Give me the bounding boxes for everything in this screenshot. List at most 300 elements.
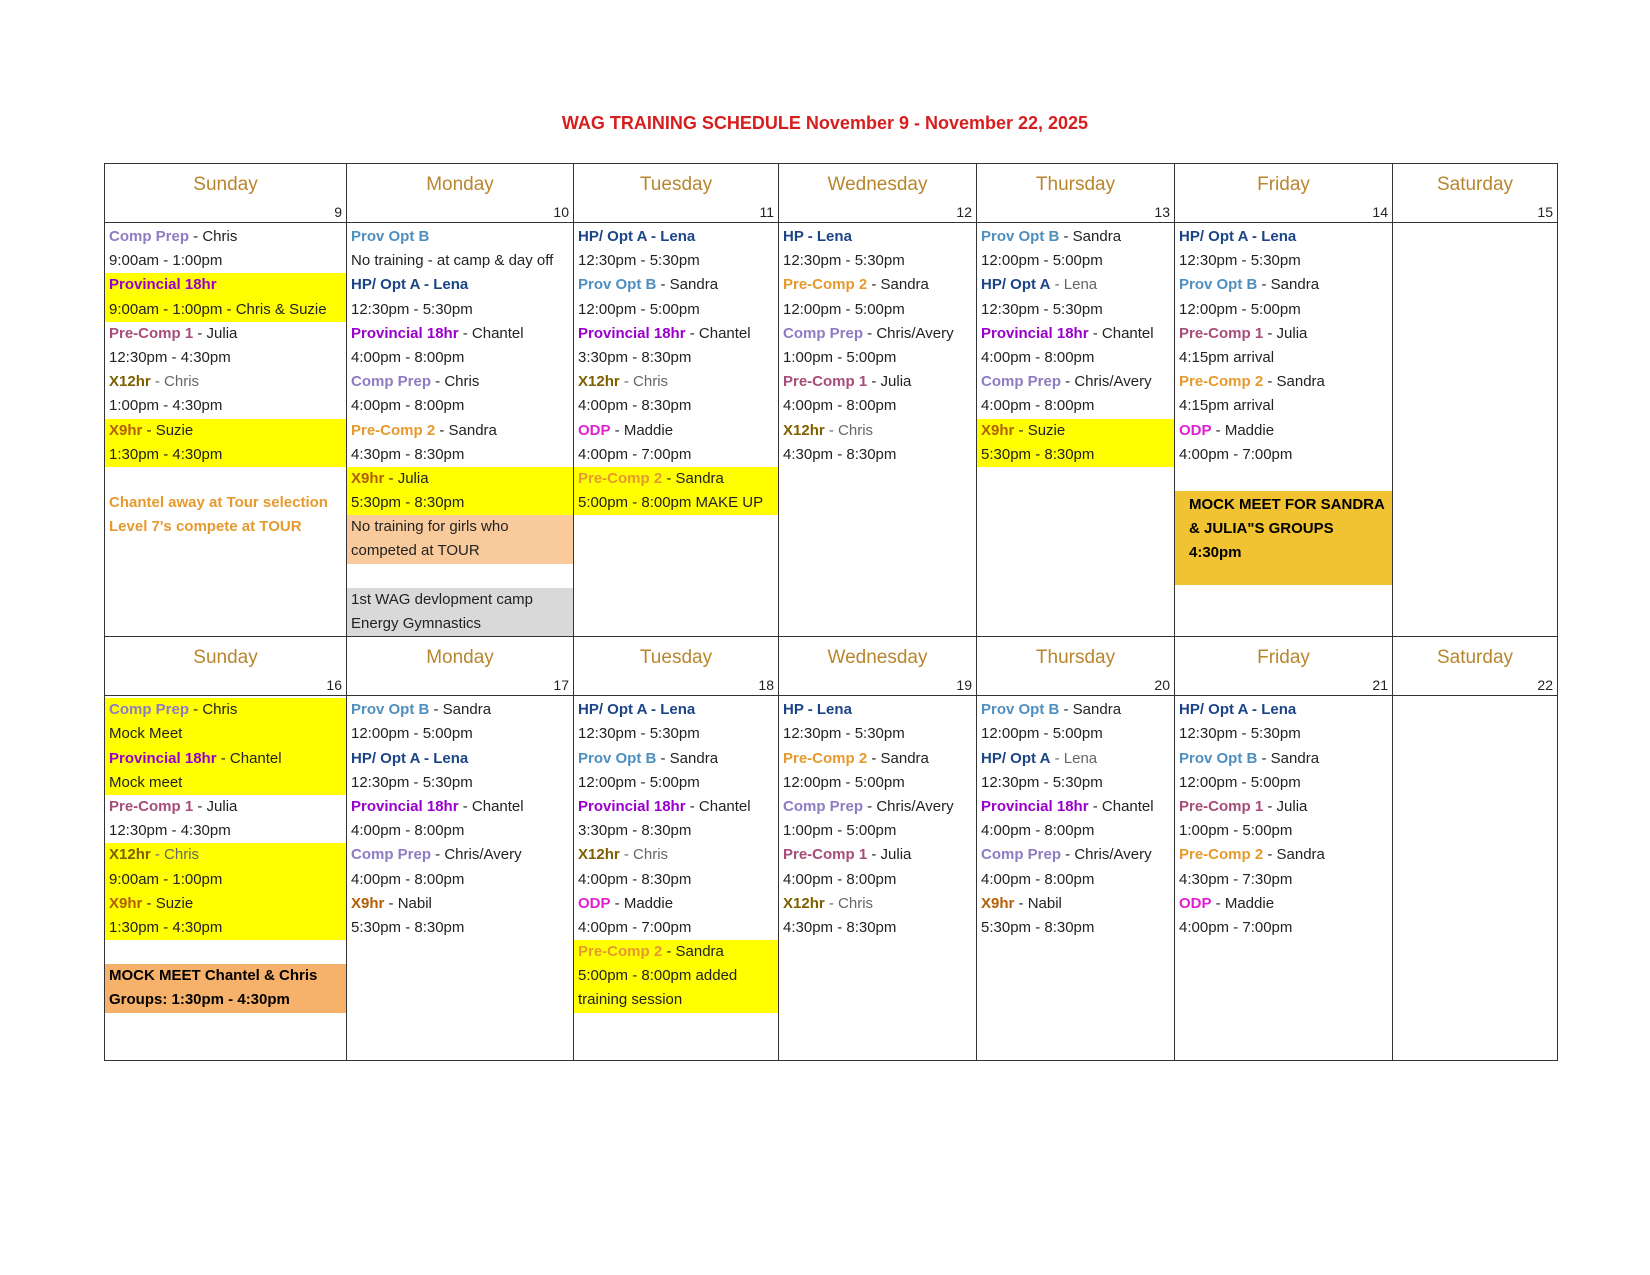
schedule-time: 4:00pm - 7:00pm	[1179, 445, 1293, 463]
day-number: 16	[326, 677, 342, 694]
schedule-line	[574, 419, 778, 443]
group-name: Pre-Comp 1	[1179, 324, 1264, 342]
header-monday	[347, 164, 574, 223]
coach: - Chantel	[1088, 324, 1154, 342]
coach: - Julia	[193, 324, 238, 342]
schedule-time: 12:30pm - 5:30pm	[1179, 252, 1301, 270]
day-name: Tuesday	[639, 647, 713, 669]
group-name: X9hr	[109, 421, 143, 439]
schedule-line	[574, 273, 778, 297]
schedule-line	[574, 467, 778, 491]
schedule-line	[347, 322, 573, 346]
day-cell-tue-11	[574, 223, 779, 637]
schedule-line	[574, 795, 778, 819]
schedule-time: 4:00pm - 8:30pm	[578, 397, 692, 415]
schedule-time: 12:30pm - 5:30pm	[981, 300, 1103, 318]
schedule-time: 12:00pm - 5:00pm	[351, 725, 473, 743]
day-number: 22	[1537, 677, 1553, 694]
schedule-time: 4:00pm - 8:00pm	[351, 397, 465, 415]
schedule-time: 4:00pm - 7:00pm	[578, 918, 692, 936]
group-name: X9hr	[981, 894, 1015, 912]
coach: - Maddie	[610, 421, 674, 439]
schedule-time: 5:30pm - 8:30pm	[981, 918, 1095, 936]
coach: - Sandra	[867, 749, 929, 767]
day-number: 9	[334, 204, 342, 220]
coach: - Nabil	[1014, 894, 1062, 912]
header-friday	[1175, 637, 1393, 696]
schedule-line	[347, 419, 573, 443]
schedule-time: 12:30pm - 5:30pm	[351, 773, 473, 791]
schedule-line	[977, 419, 1174, 443]
group-name: X12hr	[109, 846, 151, 864]
week1-body-row	[105, 223, 1558, 637]
coach: - Sandra	[1059, 228, 1122, 245]
coach: - Sandra	[656, 749, 719, 767]
schedule-time: 4:00pm - 8:00pm	[981, 822, 1095, 840]
coach: - Chris/Avery	[863, 797, 954, 815]
group-name: Prov Opt B	[351, 701, 430, 719]
schedule-time: 12:30pm - 5:30pm	[783, 252, 905, 270]
group-name: Comp Prep	[981, 846, 1062, 864]
day-name: Saturday	[1436, 174, 1514, 195]
group-name: Comp Prep	[981, 373, 1062, 391]
note: No training for girls who	[347, 515, 573, 539]
day-name: Friday	[1257, 174, 1310, 195]
coach: - Chris	[619, 846, 669, 864]
coach: - Chantel	[216, 749, 282, 767]
schedule-time: 4:00pm - 8:30pm	[578, 870, 692, 888]
header-wednesday	[779, 164, 977, 223]
group-name: X12hr	[578, 846, 620, 864]
coach: - Lena	[1050, 749, 1098, 767]
group-name: Pre-Comp 2	[1179, 846, 1264, 864]
group-name: Pre-Comp 2	[578, 943, 663, 961]
schedule-line	[779, 273, 976, 297]
day-number: 15	[1537, 204, 1553, 220]
schedule-time: 1:00pm - 4:30pm	[109, 397, 223, 415]
day-name: Monday	[426, 647, 494, 669]
group-name: Provincial 18hr	[981, 324, 1089, 342]
group-name: Comp Prep	[351, 373, 432, 391]
coach: - Sandra	[1263, 373, 1325, 391]
schedule-line	[977, 273, 1174, 297]
schedule-time: 9:00am - 1:00pm - Chris & Suzie	[105, 298, 346, 322]
schedule-line	[347, 843, 573, 867]
coach: - Chris	[150, 373, 200, 391]
schedule-line	[779, 843, 976, 867]
header-tuesday	[574, 164, 779, 223]
schedule-time: 4:00pm - 7:00pm	[1179, 918, 1293, 936]
header-wednesday	[779, 637, 977, 696]
coach: - Julia	[384, 469, 429, 487]
schedule-time: 12:30pm - 5:30pm	[578, 252, 700, 270]
group-name: X12hr	[783, 894, 825, 912]
group-name: Provincial 18hr	[578, 324, 686, 342]
schedule-time: 1:30pm - 4:30pm	[105, 916, 346, 940]
day-name: Friday	[1257, 647, 1310, 669]
schedule-time: 5:00pm - 8:00pm MAKE UP	[574, 491, 778, 515]
schedule-line	[779, 795, 976, 819]
group-name: Provincial 18hr	[578, 797, 686, 815]
schedule-time: 12:00pm - 5:00pm	[1179, 773, 1301, 791]
day-number: 19	[956, 677, 972, 694]
schedule-time: 4:00pm - 7:00pm	[578, 445, 692, 463]
group-name: Provincial 18hr	[109, 749, 217, 767]
day-name: Wednesday	[827, 647, 928, 669]
coach: - Suzie	[142, 421, 194, 439]
schedule-line	[347, 273, 573, 297]
schedule-line	[574, 747, 778, 771]
day-number: 21	[1372, 677, 1388, 694]
note: competed at TOUR	[347, 539, 573, 563]
coach: - Chris	[189, 701, 238, 719]
schedule-line	[105, 225, 346, 249]
coach: - Julia	[867, 846, 912, 864]
schedule-time: 9:00am - 1:00pm	[105, 868, 346, 892]
schedule-line	[347, 698, 573, 722]
schedule-line	[347, 370, 573, 394]
coach: - Suzie	[142, 894, 194, 912]
coach: - Julia	[867, 373, 912, 391]
day-name: Thursday	[1035, 647, 1116, 669]
day-number: 12	[956, 204, 972, 220]
schedule-line	[347, 225, 573, 249]
coach: - Maddie	[1211, 894, 1275, 912]
schedule-line	[347, 747, 573, 771]
schedule-line	[105, 273, 346, 297]
day-cell-sun-16	[105, 696, 347, 1061]
schedule-line	[779, 892, 976, 916]
schedule-time: 12:00pm - 5:00pm	[981, 725, 1103, 743]
coach: - Chris	[150, 846, 200, 864]
day-name: Monday	[426, 174, 494, 195]
schedule-line	[574, 698, 778, 722]
schedule-time: 1:00pm - 5:00pm	[783, 348, 897, 366]
schedule-time: 3:30pm - 8:30pm	[578, 348, 692, 366]
header-saturday	[1393, 637, 1558, 696]
group-name: Pre-Comp 2	[351, 421, 436, 439]
day-cell-sat-15	[1393, 223, 1558, 637]
coach: - Suzie	[1014, 421, 1066, 439]
schedule-time: 12:30pm - 5:30pm	[783, 725, 905, 743]
schedule-time: 12:00pm - 5:00pm	[578, 773, 700, 791]
group-name: Provincial 18hr	[351, 797, 459, 815]
schedule-time: 12:00pm - 5:00pm	[783, 773, 905, 791]
schedule-time: 4:00pm - 8:00pm	[981, 397, 1095, 415]
group-name: X12hr	[783, 421, 825, 439]
schedule-time: 4:15pm arrival	[1179, 348, 1275, 366]
coach: - Lena	[1050, 276, 1098, 294]
schedule-time: 3:30pm - 8:30pm	[578, 822, 692, 840]
schedule-line	[105, 843, 346, 867]
group-name: ODP	[1179, 894, 1212, 912]
header-sunday	[105, 637, 347, 696]
header-saturday	[1393, 164, 1558, 223]
schedule-time: 4:30pm - 8:30pm	[783, 445, 897, 463]
coach: - Chris	[189, 228, 238, 245]
coach: - Julia	[193, 797, 238, 815]
schedule-time: 12:30pm - 4:30pm	[109, 822, 231, 840]
schedule-line	[1175, 843, 1392, 867]
coach: - Sandra	[1257, 276, 1320, 294]
header-tuesday	[574, 637, 779, 696]
coach: - Chris	[619, 373, 669, 391]
group-name: Prov Opt B	[981, 701, 1060, 719]
note: 1st WAG devlopment camp	[347, 588, 573, 612]
coach: - Chris/Avery	[431, 846, 522, 864]
group-name: Prov Opt B	[351, 228, 430, 245]
schedule-time: 4:30pm - 8:30pm	[783, 918, 897, 936]
group-name: Pre-Comp 1	[783, 846, 868, 864]
group-name: Pre-Comp 1	[783, 373, 868, 391]
day-number: 13	[1154, 204, 1170, 220]
day-cell-fri-21	[1175, 696, 1393, 1061]
coach: - Sandra	[1263, 846, 1325, 864]
mock-meet-line: MOCK MEET FOR SANDRA	[1189, 496, 1385, 514]
group-name: Pre-Comp 2	[1179, 373, 1264, 391]
coach: - Chantel	[458, 324, 524, 342]
group-name: HP/ Opt A - Lena	[1179, 228, 1297, 245]
day-name: Wednesday	[827, 174, 928, 195]
group-name: Prov Opt B	[1179, 276, 1258, 294]
schedule-line	[574, 322, 778, 346]
schedule-time: 4:00pm - 8:00pm	[351, 822, 465, 840]
schedule-time: 12:30pm - 5:30pm	[578, 725, 700, 743]
group-name: Provincial 18hr	[109, 276, 217, 294]
schedule-time: 4:15pm arrival	[1179, 397, 1275, 415]
schedule-time: 12:30pm - 5:30pm	[1179, 725, 1301, 743]
schedule-line	[1175, 892, 1392, 916]
schedule-line	[1175, 419, 1392, 443]
group-name: ODP	[578, 894, 611, 912]
note: Energy Gymnastics	[347, 612, 573, 636]
schedule-time: 12:30pm - 5:30pm	[981, 773, 1103, 791]
group-name: X9hr	[981, 421, 1015, 439]
group-name: Prov Opt B	[981, 228, 1060, 245]
coach: - Sandra	[1059, 701, 1122, 719]
group-name: HP/ Opt A - Lena	[351, 749, 469, 767]
day-number: 14	[1372, 204, 1388, 220]
group-name: Pre-Comp 1	[109, 797, 194, 815]
schedule-line	[1175, 322, 1392, 346]
coach: - Sandra	[435, 421, 497, 439]
week2-header-row	[105, 637, 1558, 696]
mock-meet-line: & JULIA"S GROUPS 4:30pm	[1189, 520, 1334, 562]
coach: - Chantel	[1088, 797, 1154, 815]
day-cell-wed-12	[779, 223, 977, 637]
group-name: ODP	[1179, 421, 1212, 439]
coach: - Maddie	[1211, 421, 1275, 439]
coach: - Sandra	[662, 943, 724, 961]
day-name: Tuesday	[639, 174, 713, 195]
day-cell-wed-19	[779, 696, 977, 1061]
schedule-line	[977, 747, 1174, 771]
schedule-time: 4:00pm - 8:00pm	[351, 870, 465, 888]
schedule-time: training session	[574, 988, 778, 1012]
header-sunday	[105, 164, 347, 223]
schedule-time: 4:30pm - 7:30pm	[1179, 870, 1293, 888]
coach: - Sandra	[867, 276, 929, 294]
schedule-time: Mock Meet	[105, 722, 346, 746]
schedule-time: 1:00pm - 5:00pm	[783, 822, 897, 840]
schedule-line	[1175, 795, 1392, 819]
day-name: Sunday	[193, 174, 258, 195]
group-name: HP/ Opt A - Lena	[351, 276, 469, 294]
page-title: WAG TRAINING SCHEDULE November 9 - November 22, 2025	[561, 113, 1089, 133]
group-name: HP - Lena	[783, 701, 852, 719]
header-thursday	[977, 164, 1175, 223]
schedule-line	[977, 698, 1174, 722]
day-number: 10	[553, 204, 569, 220]
schedule-line	[574, 892, 778, 916]
schedule-time: 4:00pm - 8:00pm	[981, 870, 1095, 888]
coach: - Chantel	[685, 324, 751, 342]
day-cell-mon-17	[347, 696, 574, 1061]
group-name: ODP	[578, 421, 611, 439]
group-name: Comp Prep	[351, 846, 432, 864]
schedule-time: 9:00am - 1:00pm	[109, 252, 223, 270]
schedule-line	[779, 225, 976, 249]
schedule-time: 4:00pm - 8:00pm	[783, 397, 897, 415]
header-friday	[1175, 164, 1393, 223]
mock-meet-line: Groups: 1:30pm - 4:30pm	[105, 988, 346, 1012]
group-name: Pre-Comp 2	[783, 749, 868, 767]
group-name: HP - Lena	[783, 228, 852, 245]
schedule-time: 12:00pm - 5:00pm	[578, 300, 700, 318]
schedule-time: No training - at camp & day off	[351, 252, 554, 270]
group-name: Pre-Comp 1	[109, 324, 194, 342]
schedule-line	[105, 370, 346, 394]
schedule-line	[977, 843, 1174, 867]
schedule-line	[347, 795, 573, 819]
schedule-line	[105, 698, 346, 722]
schedule-line	[105, 419, 346, 443]
schedule-time: 12:30pm - 5:30pm	[351, 300, 473, 318]
schedule-time: 1:00pm - 5:00pm	[1179, 822, 1293, 840]
coach: - Sandra	[1257, 749, 1320, 767]
day-cell-sat-22	[1393, 696, 1558, 1061]
schedule-time: 4:00pm - 8:00pm	[783, 870, 897, 888]
schedule-time: 12:00pm - 5:00pm	[783, 300, 905, 318]
group-name: Comp Prep	[109, 701, 190, 719]
schedule-line	[1175, 747, 1392, 771]
header-monday	[347, 637, 574, 696]
group-name: Pre-Comp 2	[578, 469, 663, 487]
schedule-time: 12:30pm - 4:30pm	[109, 348, 231, 366]
group-name: Pre-Comp 1	[1179, 797, 1264, 815]
day-name: Thursday	[1035, 174, 1116, 195]
group-name: HP/ Opt A	[981, 276, 1051, 294]
schedule-line	[779, 698, 976, 722]
group-name: Prov Opt B	[578, 749, 657, 767]
schedule-line	[347, 467, 573, 491]
coach: - Chris	[824, 894, 874, 912]
day-name: Saturday	[1436, 647, 1514, 669]
group-name: Comp Prep	[109, 228, 190, 245]
coach: - Chris/Avery	[1061, 373, 1152, 391]
coach: - Chantel	[685, 797, 751, 815]
schedule-line	[977, 225, 1174, 249]
day-number: 11	[759, 204, 774, 220]
day-cell-fri-14	[1175, 223, 1393, 637]
mock-meet-line: MOCK MEET Chantel & Chris	[105, 964, 346, 988]
schedule-line	[1175, 370, 1392, 394]
day-number: 20	[1154, 677, 1170, 694]
mock-meet-notice	[1175, 491, 1392, 585]
schedule-time: 4:00pm - 8:00pm	[351, 348, 465, 366]
schedule-time: Mock meet	[105, 771, 346, 795]
group-name: Prov Opt B	[578, 276, 657, 294]
schedule-time: 12:00pm - 5:00pm	[981, 252, 1103, 270]
schedule-line	[779, 419, 976, 443]
group-name: HP/ Opt A - Lena	[578, 228, 696, 245]
coach: - Chris	[431, 373, 480, 391]
schedule-line	[1175, 225, 1392, 249]
note: Chantel away at Tour selection	[109, 494, 328, 512]
schedule-time: 5:30pm - 8:30pm	[347, 491, 573, 515]
day-cell-mon-10	[347, 223, 574, 637]
schedule-line	[105, 892, 346, 916]
schedule-time: 4:30pm - 8:30pm	[351, 445, 465, 463]
schedule-line	[347, 892, 573, 916]
schedule-time: 5:30pm - 8:30pm	[351, 918, 465, 936]
group-name: X9hr	[351, 894, 385, 912]
group-name: X9hr	[351, 469, 385, 487]
coach: - Sandra	[662, 469, 724, 487]
group-name: Provincial 18hr	[981, 797, 1089, 815]
day-number: 18	[758, 677, 774, 694]
coach: - Chris	[824, 421, 874, 439]
group-name: Pre-Comp 2	[783, 276, 868, 294]
week1-header-row	[105, 164, 1558, 223]
schedule-line	[1175, 273, 1392, 297]
schedule-calendar	[104, 163, 1558, 1061]
day-number: 17	[553, 677, 569, 694]
group-name: HP/ Opt A - Lena	[1179, 701, 1297, 719]
day-cell-thu-13	[977, 223, 1175, 637]
schedule-line	[574, 940, 778, 964]
day-cell-tue-18	[574, 696, 779, 1061]
group-name: X9hr	[109, 894, 143, 912]
schedule-time: 5:00pm - 8:00pm added	[574, 964, 778, 988]
group-name: X12hr	[578, 373, 620, 391]
schedule-line	[574, 225, 778, 249]
group-name: HP/ Opt A - Lena	[578, 701, 696, 719]
note: Level 7's compete at TOUR	[109, 518, 302, 536]
group-name: Comp Prep	[783, 324, 864, 342]
coach: - Julia	[1263, 797, 1308, 815]
day-name: Sunday	[193, 647, 258, 669]
schedule-line	[779, 747, 976, 771]
week2-body-row	[105, 696, 1558, 1061]
schedule-line	[1175, 698, 1392, 722]
schedule-line	[779, 370, 976, 394]
coach: - Chris/Avery	[863, 324, 954, 342]
schedule-line	[977, 370, 1174, 394]
coach: - Sandra	[656, 276, 719, 294]
group-name: Provincial 18hr	[351, 324, 459, 342]
schedule-line	[574, 843, 778, 867]
schedule-line	[105, 747, 346, 771]
group-name: HP/ Opt A	[981, 749, 1051, 767]
coach: - Chantel	[458, 797, 524, 815]
coach: - Nabil	[384, 894, 432, 912]
header-thursday	[977, 637, 1175, 696]
group-name: X12hr	[109, 373, 151, 391]
schedule-line	[105, 795, 346, 819]
group-name: Comp Prep	[783, 797, 864, 815]
schedule-line	[977, 892, 1174, 916]
